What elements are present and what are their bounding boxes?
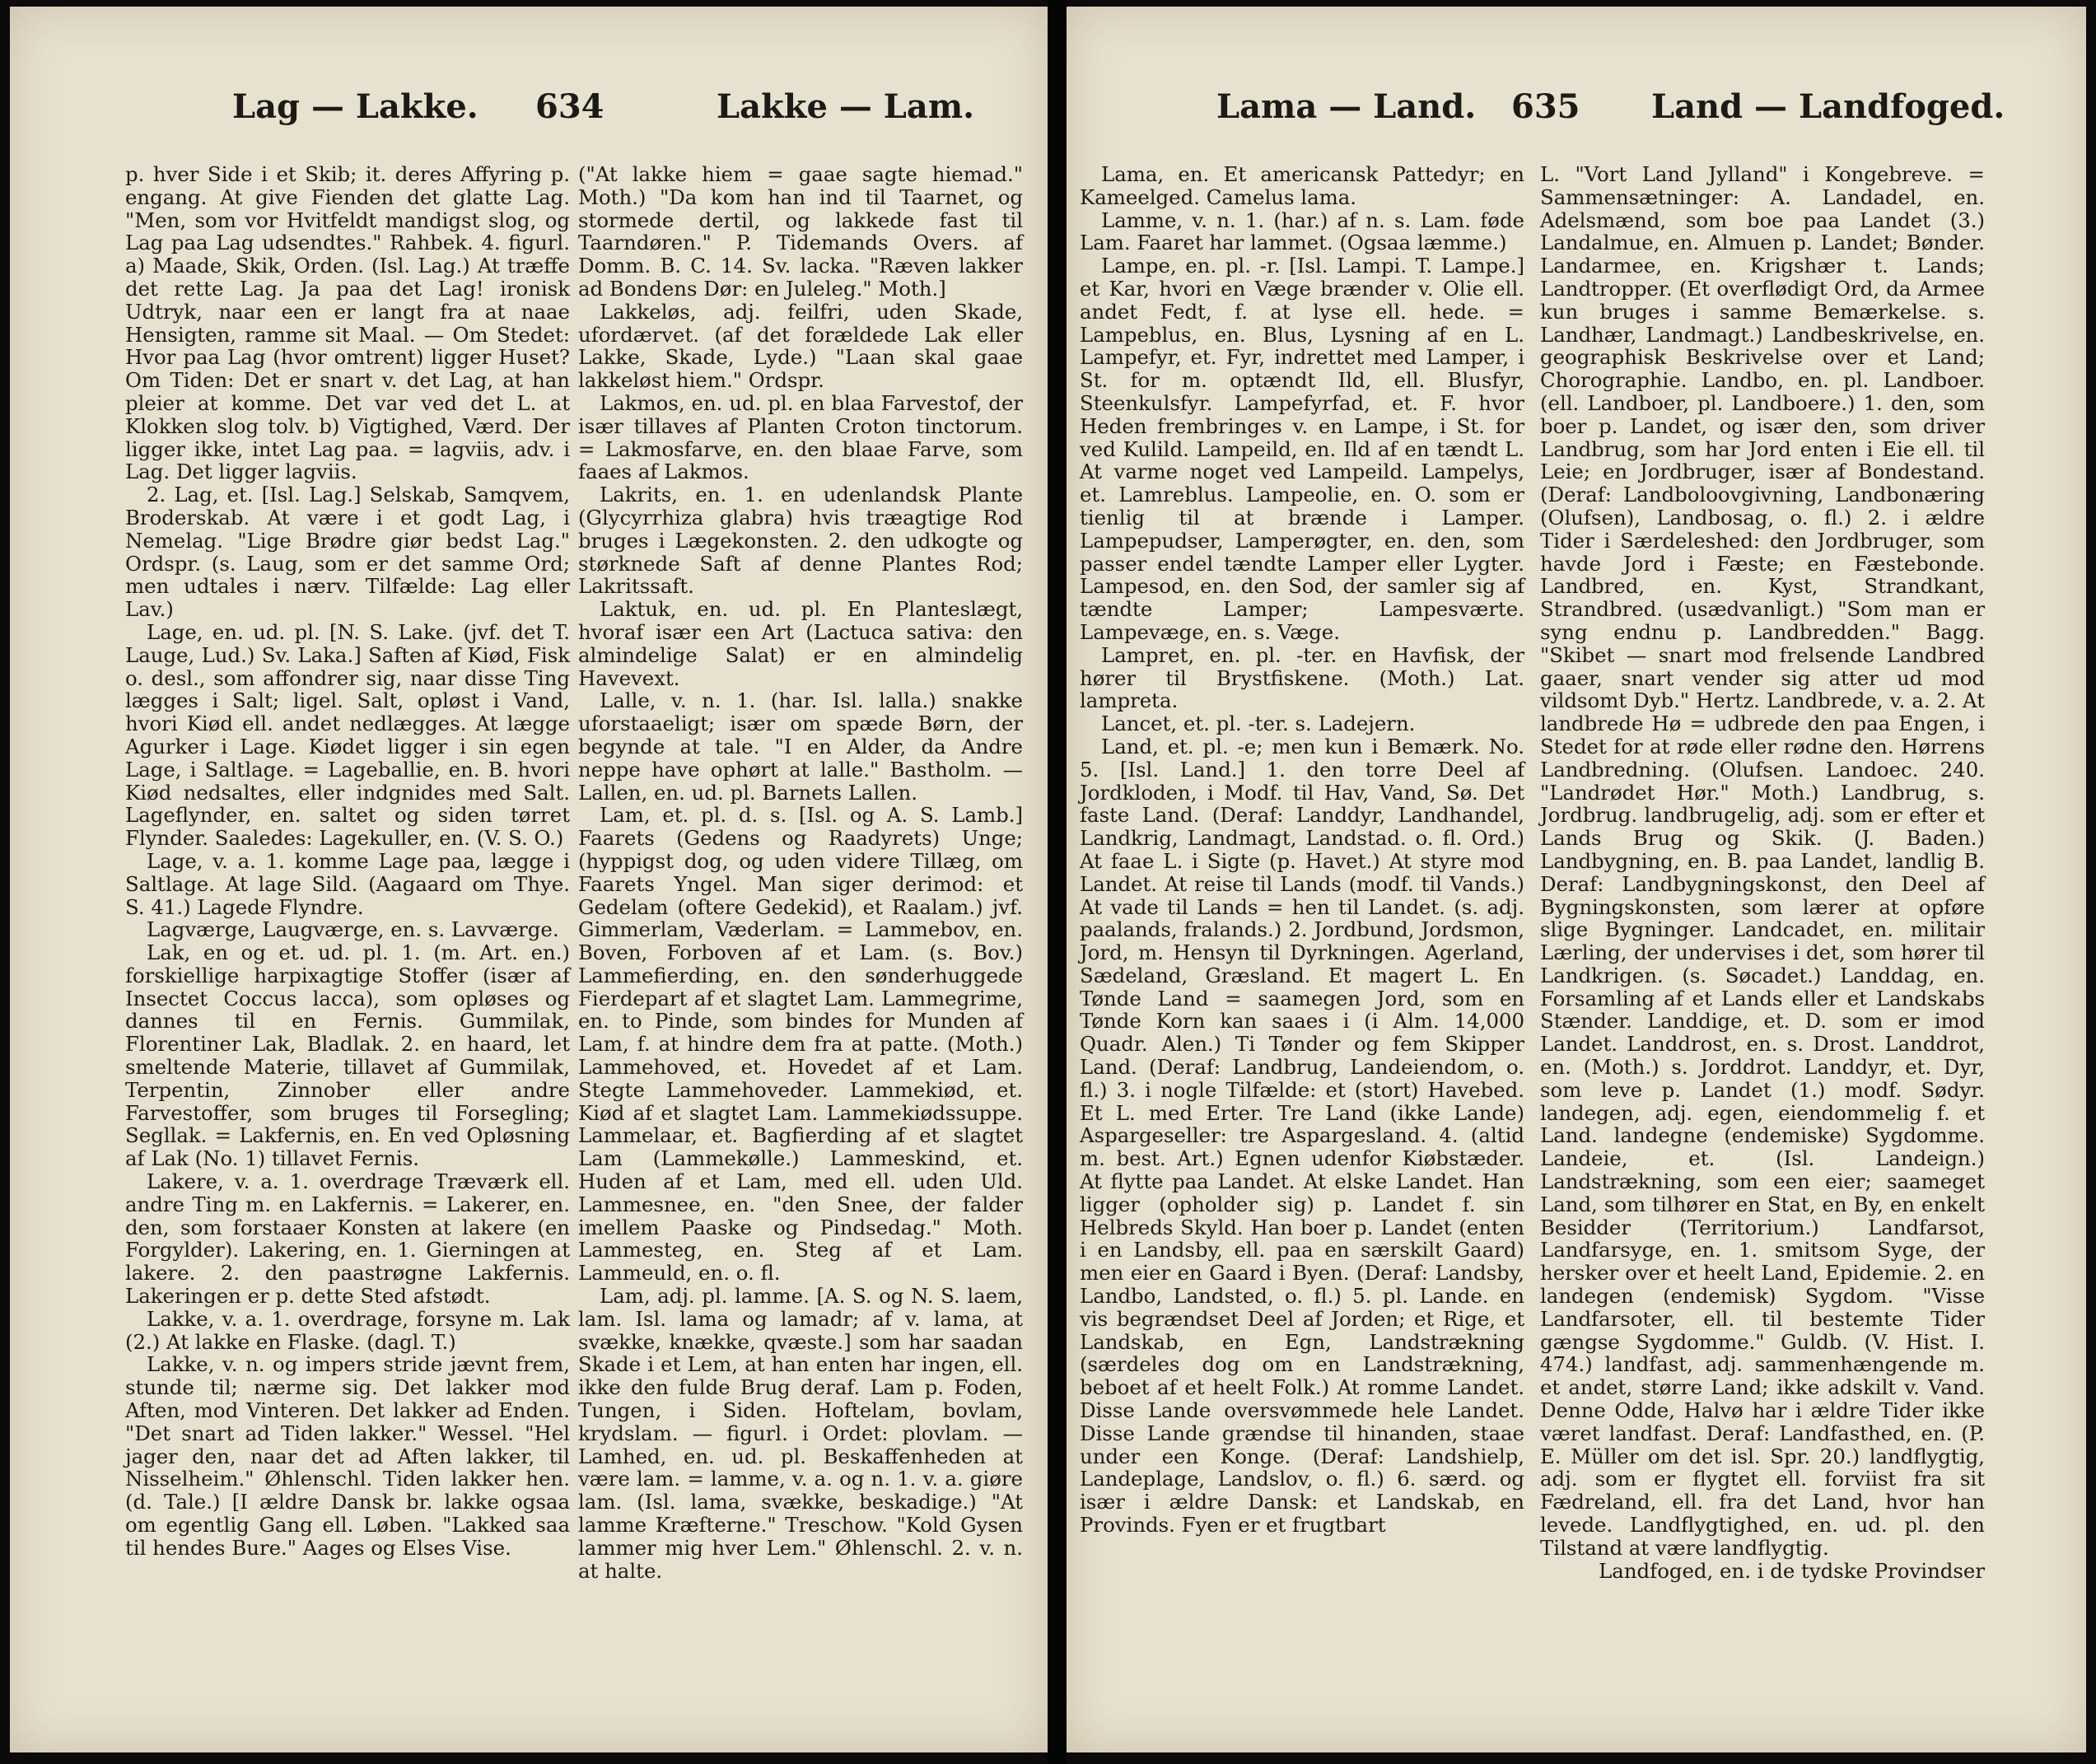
left-page (10, 7, 1048, 1752)
entry: p. hver Side i et Skib; it. deres Affyring p. engang. At give Fienden det glatte Lag. "Men, som vor Hvitfeldt mandigst slog, og Lag paa Lag udsendtes." Rahbek. 4. figurl. a) Maade, Skik, Orden. (Isl. Lag.) At træffe det rette Lag. Ja paa det Lag! ironisk Udtryk, naar een er langt fra at naae Hensigten, ramme sit Maal. — Om Stedet: Hvor paa Lag (hvor omtrent) ligger Huset? Om Tiden: Det er snart v. det Lag, at han pleier at komme. Det var ved det L. at Klokken slog tolv. b) Vigtighed, Værd. Der ligger ikke, intet Lag paa. = lagviis, adv. i Lag. Det ligger lagviis. (125, 162, 570, 484)
entry: Lagværge, Laugværge, en. s. Lavværge. (147, 917, 559, 942)
entry: 2. Lag, et. [Isl. Lag.] Selskab, Samqvem, Broderskab. At være i et godt Lag, i Nemelag. "Lige Brødre giør bedst Lag." Ordspr. (s. Laug, som er det samme Ord; men udtales i nærv. Tilfælde: Lag eller Lav.) (125, 483, 570, 622)
entry: Laktuk, en. ud. pl. En Planteslægt, hvoraf især een Art (Lactuca sativa: den almindelige Salat) er en almindelig Havevext. (578, 597, 1023, 690)
entry: L. "Vort Land Jylland" i Kongebreve. = Sammensætninger: A. Landadel, en. Adelsmænd, som boe paa Landet (3.) Landalmue, en. Almuen p. Landet; Bønder. Landarmee, en. Krigshær t. Lands; Landtropper. (Et overflødigt Ord, da Armee kun bruges i samme Bemærkelse. s. Landhær, Landmagt.) Landbeskrivelse, en. geographisk Beskrivelse over et Land; Chorographie. Landbo, en. pl. Landboer. (ell. Landboer, pl. Landboere.) 1. den, som boer p. Landet, og især den, som driver Landbrug, som har Jord enten i Eie ell. til Leie; en Jordbruger, især af Bondestand. (Deraf: Landboloovgivning, Landbonæring (Olufsen), Landbosag, o. fl.) 2. i ældre Tider i Særdeleshed: den Jordbruger, som havde Jord i Fæste; en Fæstebonde. Landbred, en. Kyst, Strandkant, Strandbred. (usædvanligt.) "Som man er syng endnu p. Landbredden." Bagg. "Skibet — snart mod frelsende Landbred gaaer, snart vender sig atter ud mod vildsomt Dyb." Hertz. Landbrede, v. a. 2. At landbrede Hø = udbrede den paa Engen, i Stedet for at røde eller rødne den. Hørrens Landbredning. (Olufsen. Landoec. 240. "Landrødet Hør." Moth.) Landbrug, s. Jordbrug. landbrugelig, adj. som er efter et Lands Brug og Skik. (J. Baden.) Landbygning, en. B. paa Landet, landlig B. Deraf: Landbygningskonst, den Deel af Bygningskonsten, som lærer at opføre slige Bygninger. Landcadet, en. militair Lærling, der undervises i det, som hører til Landkrigen. (s. Søcadet.) Landdag, en. Forsamling af et Lands eller et Landskabs Stænder. Landdige, et. D. som er imod Landet. Landdrost, en. s. Drost. Landdrot, en. (Moth.) s. Jorddrot. Landdyr, et. Dyr, som leve p. Landet (1.) modf. Sødyr. landegen, adj. egen, eiendommelig f. et Land. landegne (endemiske) Sygdomme. Landeie, et. (Isl. Landeign.) Landstrækning, som een eier; saameget Land, som tilhører en Stat, en By, en enkelt Besidder (Territorium.) Landfarsot, Landfarsyge, en. 1. smitsom Syge, der hersker over et heelt Land, Epidemie. 2. en landegen (endemisk) Sygdom. "Visse Landfarsoter, ell. til bestemte Tider gængse Sygdomme." Guldb. (V. Hist. I. 474.) landfast, adj. sammenhængende m. et andet, større Land; ikke adskilt v. Vand. Denne Odde, Halvø har i ældre Tider ikke været landfast. Deraf: Landfasthed, en. (P. E. Müller om det isl. Spr. 20.) landflygtig, adj. som er flygtet ell. forviist fra sit Fædreland, ell. fra det Land, hvor han levede. Landflygtighed, en. ud. pl. den Tilstand at være landflygtig. (1540, 162, 1985, 1560)
page-number: 635 (1511, 87, 1580, 126)
entry: Lakmos, en. ud. pl. en blaa Farvestof, der især tillaves af Planten Croton tinctorum. = Lakmosfarve, en. den blaae Farve, som faaes af Lakmos. (578, 390, 1023, 484)
entry: Lancet, et. pl. -ter. s. Ladejern. (1101, 712, 1416, 736)
header-right: Land — Landfoged. (1651, 87, 2005, 126)
entry: ("At lakke hiem = gaae sagte hiemad." Moth.) "Da kom han ind til Taarnet, og stormede dertil, og lakkede fast til Taarndøren." P. Tidemands Overs. af Domm. B. C. 14. Sv. lacka. "Ræven lakker ad Bondens Dør: en Juleleg." Moth.] (578, 162, 1023, 301)
entry: Lam, et. pl. d. s. [Isl. og A. S. Lamb.] Faarets (Gedens og Raadyrets) Unge; (hyppigst dog, og uden videre Tillæg, om Faarets Yngel. Man siger derimod: et Gedelam (oftere Gedekid), et Raalam.) jvf. Gimmerlam, Væderlam. = Lammebov, en. Boven, Forboven af et Lam. (s. Bov.) Lammefierding, en. den sønderhuggede Fierdepart af et slagtet Lam. Lammegrime, en. to Pinde, som bindes for Munden af Lam, f. at hindre dem fra at patte. (Moth.) Lammehoved, et. Hovedet af et Lam. Stegte Lammehoveder. Lammekiød, et. Kiød af et slagtet Lam. Lammekiødssuppe. Lammelaar, et. Bagfierding af et slagtet Lam (Lammekølle.) Lammeskind, et. Huden af et Lam, med ell. uden Uld. Lammesnee, en. "den Snee, der falder imellem Paaske og Pindsedag." Moth. Lammesteg, en. Steg af et Lam. Lammeuld, en. o. fl. (578, 803, 1023, 1286)
column-2 (1540, 163, 1985, 1582)
right-page (1067, 7, 2086, 1752)
page-header (10, 72, 1048, 130)
entry: Lalle, v. n. 1. (har. Isl. lalla.) snakke uforstaaeligt; især om spæde Børn, der begynde at tale. "I en Alder, da Andre neppe have ophørt at lalle." Bastholm. — Lallen, en. ud. pl. Barnets Lallen. (578, 688, 1023, 805)
entry: Lakrits, en. 1. en udenlandsk Plante (Glycyrrhiza glabra) hvis træagtige Rod bruges i Lægekonsten. 2. den udkogte og størknede Saft af denne Plantes Rod; Lakritssaft. (578, 483, 1023, 599)
column-1 (125, 163, 570, 1560)
column-2 (578, 163, 1023, 1582)
entry: Lak, en og et. ud. pl. 1. (m. Art. en.) forskiellige harpixagtige Stoffer (især af Insectet Coccus lacca), som opløses og dannes til en Fernis. Gummilak, Florentiner Lak, Bladlak. 2. en haard, let smeltende Materie, tillavet af Gummilak, Terpentin, Zinnober eller andre Farvestoffer, som bruges til Forsegling; Segllak. = Lakfernis, en. En ved Opløsning af Lak (No. 1) tillavet Fernis. (125, 940, 570, 1171)
entry: Lakke, v. a. 1. overdrage, forsyne m. Lak (2.) At lakke en Flaske. (dagl. T.) (125, 1306, 570, 1354)
entry: Lakkeløs, adj. feilfri, uden Skade, ufordærvet. (af det forældede Lak eller Lakke, Skade, Lyde.) "Laan skal gaae lakkeløst hiem." Ordspr. (578, 299, 1023, 393)
entry: Lama, en. Et americansk Pattedyr; en Kameelged. Camelus lama. (1080, 162, 1524, 209)
header-left: Lama — Land. (1216, 87, 1477, 126)
entry: Lage, v. a. 1. komme Lage paa, lægge i Saltlage. At lage Sild. (Aagaard om Thye. S. 41.) Lagede Flyndre. (125, 848, 570, 919)
entry: Lakke, v. n. og impers stride jævnt frem, stunde til; nærme sig. Det lakker mod Aften, mod Vinteren. Det lakker ad Enden. "Det snart ad Tiden lakker." Wessel. "Hel jager den, naar det ad Aften lakker, til Nisselheim." Øhlenschl. Tiden lakker hen. (d. Tale.) [I ældre Dansk br. lakke ogsaa om egentlig Gang ell. Løben. "Lakked saa til hendes Bure." Aages og Elses Vise. (125, 1352, 570, 1560)
page-number: 634 (535, 87, 605, 126)
catchword: Landfoged, en. i de tydske Provindser (1599, 1558, 1985, 1583)
entry: Lakere, v. a. 1. overdrage Træværk ell. andre Ting m. en Lakfernis. = Lakerer, en. den, som forstaaer Konsten at lakere (en Forgylder). Lakering, en. 1. Gierningen at lakere. 2. den paastrøgne Lakfernis. Lakeringen er p. dette Sted afstødt. (125, 1169, 570, 1309)
entry: Lage, en. ud. pl. [N. S. Lake. (jvf. det T. Lauge, Lud.) Sv. Laka.] Saften af Kiød, Fisk o. desl., som affondrer sig, naar disse Ting lægges i Salt; ligel. Salt, opløst i Vand, hvori Kiød ell. andet nedlægges. At lægge Agurker i Lage. Kiødet ligger i sin egen Lage, i Saltlage. = Lageballie, en. B. hvori Kiød nedsaltes, eller indgnides med Salt. Lageflynder, en. saltet og siden tørret Flynder. Saaledes: Lagekuller, en. (V. S. O.) (125, 619, 570, 851)
column-1 (1080, 163, 1524, 1537)
entry: Land, et. pl. -e; men kun i Bemærk. No. 5. [Isl. Land.] 1. den torre Deel af Jordkloden, i Modf. til Hav, Vand, Sø. Det faste Land. (Deraf: Landdyr, Landhandel, Landkrig, Landmagt, Landstad. o. fl. Ord.) At faae L. i Sigte (p. Havet.) At styre mod Landet. At reise til Lands (modf. til Vands.) At vade til Lands = hen til Landet. (s. adj. paalands, fralands.) 2. Jordbund, Jordsmon, Jord, m. Hensyn til Dyrkningen. Agerland, Sædeland, Græsland. Et magert L. En Tønde Land = saamegen Jord, som en Tønde Korn kan saaes i (i Alm. 14,000 Quadr. Alen.) Ti Tønder og fem Skipper Land. (Deraf: Landbrug, Landeiendom, o. fl.) 3. i nogle Tilfælde: et (stort) Havebed. Et L. med Erter. Tre Land (ikke Lande) Aspargeseller: tre Aspargesland. 4. (altid m. best. Art.) Egnen udenfor Kiøbstæder. At flytte paa Landet. At elske Landet. Han ligger (opholder sig) p. Landet f. sin Helbreds Skyld. Han boer p. Landet (enten i en Landsby, ell. paa en særskilt Gaard) men eier en Gaard i Byen. (Deraf: Landsby, Landbo, Landsted, o. fl.) 5. pl. Lande. en vis begrændset Deel af Jorden; et Rige, et Landskab, en Egn, Landstrækning (særdeles dog om en Landstrækning, beboet af et heelt Folk.) At romme Landet. Disse Lande oversvømmede hele Landet. Disse Lande grændse til hinanden, staae under een Konge. (Deraf: Landshielp, Landeplage, Landslov, o. fl.) 6. særd. og især i ældre Dansk: et Landskab, en Provinds. Fyen er et frugtbart (1080, 734, 1524, 1538)
entry: Lam, adj. pl. lamme. [A. S. og N. S. laem, lam. Isl. lama og lamadr; af v. lama, at svække, knække, qvæste.] som har saadan Skade i et Lem, at han enten har ingen, ell. ikke den fulde Brug deraf. Lam p. Foden, Tungen, i Siden. Hoftelam, bovlam, krydslam. — figurl. i Ordet: plovlam. — Lamhed, en. ud. pl. Beskaffenheden at være lam. = lamme, v. a. og n. 1. v. a. giøre lam. (Isl. lama, svække, beskadige.) "At lamme Kræfterne." Treschow. "Kold Gysen lammer mig hver Lem." Øhlenschl. 2. v. n. at halte. (578, 1284, 1023, 1583)
entry: Lampret, en. pl. -ter. en Havfisk, der hører til Brystfiskene. (Moth.) Lat. lampreta. (1080, 642, 1524, 713)
book-gutter (1048, 0, 1067, 1764)
entry: Lamme, v. n. 1. (har.) af n. s. Lam. føde Lam. Faaret har lammet. (Ogsaa læmme.) (1080, 208, 1524, 255)
page-header (1067, 72, 2086, 130)
entry: Lampe, en. pl. -r. [Isl. Lampi. T. Lampe.] et Kar, hvori en Væge brænder v. Olie ell. andet Fedt, f. at lyse ell. hede. = Lampeblus, en. Blus, Lysning af en L. Lampefyr, et. Fyr, indrettet med Lamper, i St. for m. optændt Ild, ell. Blusfyr, Steenkulsfyr. Lampefyrfad, et. F. hvor Heden frembringes v. en Lampe, i St. for ved Kulild. Lampeild, en. Ild af en tændt L. At varme noget ved Lampeild. Lampelys, et. Lamreblus. Lampeolie, en. O. som er tienlig til at brænde i Lamper. Lampepudser, Lamperøgter, en. den, som passer endel tændte Lamper eller Lygter. Lampesod, en. den Sod, der samler sig af tændte Lamper; Lampesværte. Lampevæge, en. s. Væge. (1080, 254, 1524, 644)
header-right: Lakke — Lam. (717, 87, 975, 126)
header-left: Lag — Lakke. (232, 87, 478, 126)
